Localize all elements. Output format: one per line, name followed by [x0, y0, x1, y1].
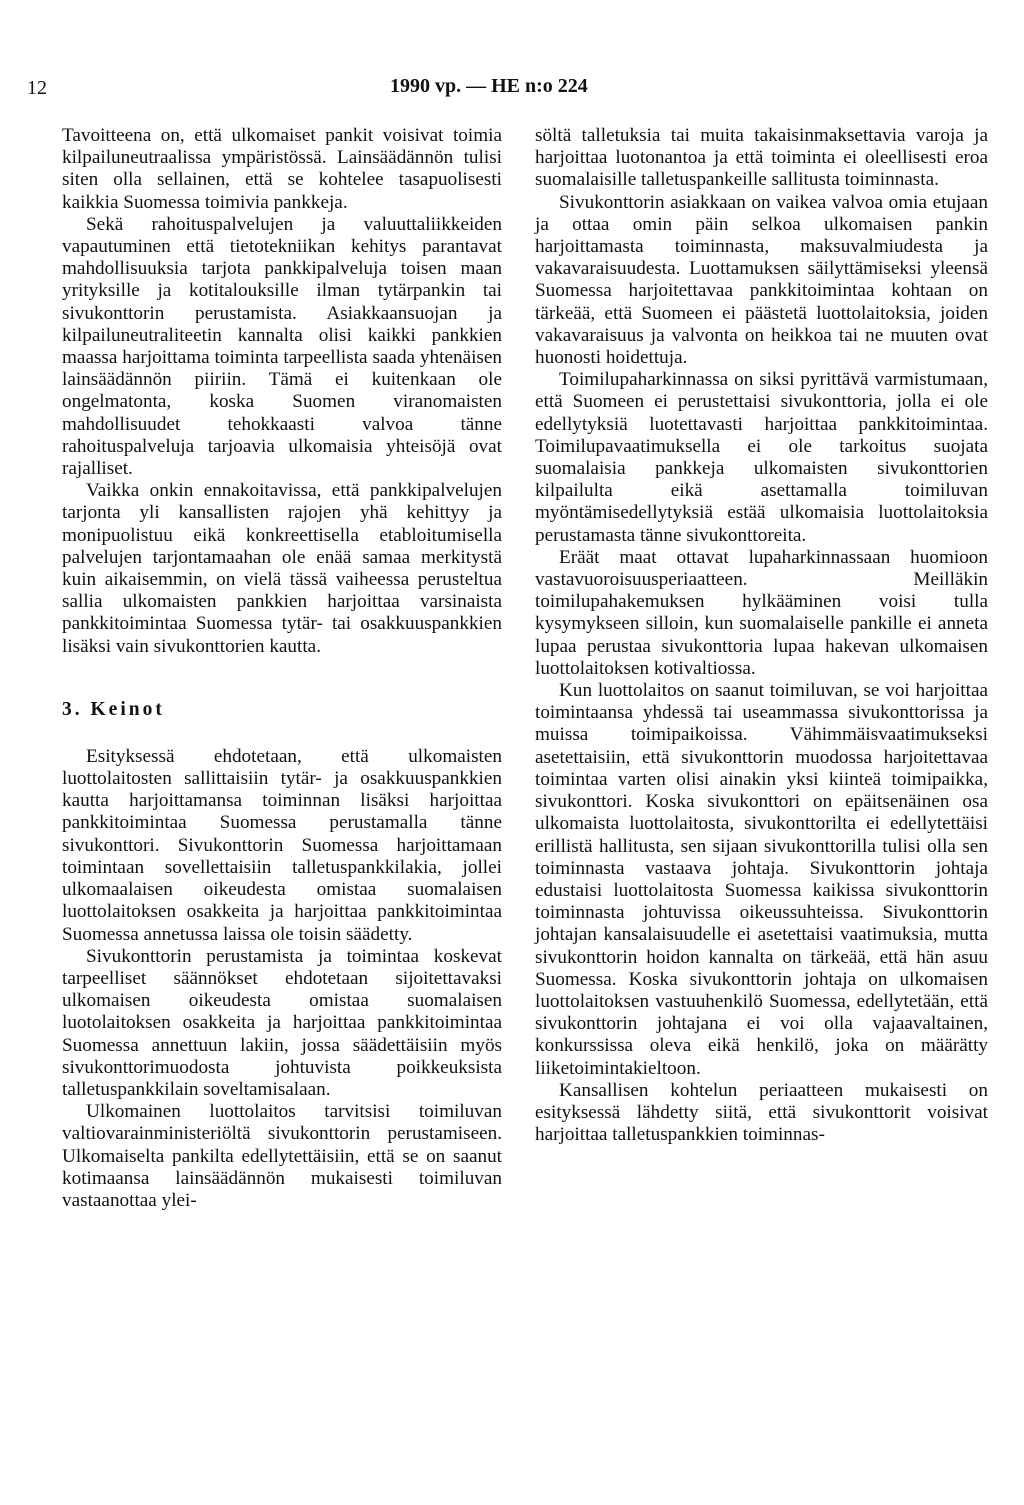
body-paragraph: Vaikka onkin ennakoitavissa, että pankkipalvelujen tarjonta yli kansallisten rajojen yhä kehittyy ja monipuolistuu eikä konkreettisella etabloitumisella palvelujen tarjontamaahan ole enää samaa merkitystä kuin aikaisemmin, on vielä tässä vaiheessa perusteltua sallia ulkomaisten pankkien harjoittaa varsinaista pankkitoimintaa Suomessa tytär- tai osakkuuspankkien lisäksi vain sivukonttorien kautta. [62, 480, 502, 657]
body-paragraph: Sekä rahoituspalvelujen ja valuuttaliikkeiden vapautuminen että tietotekniikan kehitys parantavat mahdollisuuksia tarjota pankkipalveluja toisen maan yrityksille ja kotitalouksille ilman tytärpankin tai sivukonttorin perustamista. Asiakkaansuojan ja kilpailuneutraliteetin kannalta olisi kaikki pankkien maassa harjoittama toiminta tarpeellista saada yhtenäisen lainsäädännön piiriin. Tämä ei kuitenkaan ole ongelmatonta, koska Suomen viranomaisten mahdollisuudet tehokkaasti valvoa tänne rahoituspalveluja tarjoavia ulkomaisia yhteisöjä ovat rajalliset. [62, 213, 502, 480]
body-paragraph: Esityksessä ehdotetaan, että ulkomaisten luottolaitosten sallittaisiin tytär- ja osakkuuspankkien kautta harjoittamansa toiminnan lisäksi harjoittaa pankkitoimintaa Suomessa perustamalla tänne sivukonttori. Sivukonttorin Suomessa harjoittamaan toimintaan sovellettaisiin talletuspankkilakia, jollei ulkomaalaisen oikeudesta omistaa suomalaisen luottolaitoksen osakkeita ja harjoittaa pankkitoimintaa Suomessa annetussa laissa ole toisin säädetty. [62, 745, 502, 945]
right-column [535, 125, 988, 1146]
body-paragraph: Sivukonttorin perustamista ja toimintaa koskevat tarpeelliset säännökset ehdotetaan sijoitettavaksi ulkomaisen oikeudesta omistaa suomalaisen luotolaitoksen osakkeita ja harjoittaa pankkitoimintaa Suomessa annettuun lakiin, jossa säädettäisiin myös sivukonttorimuodosta johtuvista poikkeuksista talletuspankkilain soveltamisalaan. [62, 945, 502, 1100]
page-number: 12 [27, 77, 47, 99]
body-paragraph: Sivukonttorin asiakkaan on vaikea valvoa omia etujaan ja ottaa omin päin selkoa ulkomaisen pankin harjoittamasta toiminnasta, maksuvalmiudesta ja vakavaraisuudesta. Luottamuksen säilyttämiseksi yleensä Suomessa harjoitettavaa pankkitoimintaa kohtaan on tärkeää, että Suomeen ei päästetä luottolaitoksia, joiden vakavaraisuus ja valvonta on heikkoa tai ne muuten ovat huonosti hoidettuja. [535, 191, 988, 369]
running-head: 1990 vp. — HE n:o 224 [390, 75, 588, 97]
section-heading: 3. Keinot [62, 698, 165, 720]
body-paragraph: Toimilupaharkinnassa on siksi pyrittävä varmistumaan, että Suomeen ei perustettaisi sivukonttoria, jolla ei ole edellytyksiä luotettavasti harjoittaa pankkitoimintaa. Toimilupavaatimuksella ei ole tarkoitus suojata suomalaisia pankkeja ulkomaisten sivukonttorien kilpailulta eikä asettamalla toimiluvan myöntämisedellytyksiä estää ulkomaisia luottolaitoksia perustamasta tänne sivukonttoreita. [535, 369, 988, 546]
left-column [62, 125, 502, 1212]
body-paragraph: söltä talletuksia tai muita takaisinmaksettavia varoja ja harjoittaa luotonantoa ja että toiminta ei oleellisesti eroa suomalaisille talletuspankeille sallitusta toiminnasta. [535, 125, 988, 191]
body-paragraph: Kansallisen kohtelun periaatteen mukaisesti on esityksessä lähdetty siitä, että sivukonttorit voisivat harjoittaa talletuspankkien toiminnas- [535, 1079, 988, 1146]
body-paragraph: Ulkomainen luottolaitos tarvitsisi toimiluvan valtiovarainministeriöltä sivukonttorin perustamiseen. Ulkomaiselta pankilta edellytettäisiin, että se on saanut kotimaansa lainsäädännön mukaisesti toimiluvan vastaanottaa ylei- [62, 1101, 502, 1211]
body-paragraph: Tavoitteena on, että ulkomaiset pankit voisivat toimia kilpailuneutraalissa ympäristössä. Lainsäädännön tulisi siten olla sellainen, että se kohtelee tasapuolisesti kaikkia Suomessa toimivia pankkeja. [62, 125, 502, 213]
body-paragraph: Kun luottolaitos on saanut toimiluvan, se voi harjoittaa toimintaansa yhdessä tai useammassa sivukonttorissa ja muissa toimipaikoissa. Vähimmäisvaatimukseksi asetettaisiin, että sivukonttorin muodossa harjoitettavaa toimintaa varten olisi ainakin yksi kiinteä toimipaikka, sivukonttori. Koska sivukonttori on epäitsenäinen osa ulkomaista luottolaitosta, sivukonttorilta ei edellytettäisi erillistä hallitusta, sen sijaan sivukonttorilla tulisi olla sen toiminnasta vastaava johtaja. Sivukonttorin johtaja edustaisi luottolaitosta Suomessa kaikissa sivukonttorin toiminnasta johtuvissa oikeussuhteissa. Sivukonttorin johtajan kansalaisuudelle ei asetettaisi vaatimuksia, mutta sivukonttorin hoidon kannalta on tärkeää, että hän asuu Suomessa. Koska sivukonttorin johtaja on ulkomaisen luottolaitoksen vastuuhenkilö Suomessa, edellytetään, että sivukonttorin johtajana ei voi olla vajaavaltainen, konkurssissa oleva eikä henkilö, joka on määrätty liiketoimintakieltoon. [535, 680, 988, 1079]
body-paragraph: Eräät maat ottavat lupaharkinnassaan huomioon vastavuoroisuusperiaatteen. Meilläkin toimilupahakemuksen hylkääminen voisi tulla kysymykseen silloin, kun suomalaiselle pankille ei anneta lupaa perustaa sivukonttoria lupaa hakevan ulkomaisen luottolaitoksen kotivaltiossa. [535, 546, 988, 679]
